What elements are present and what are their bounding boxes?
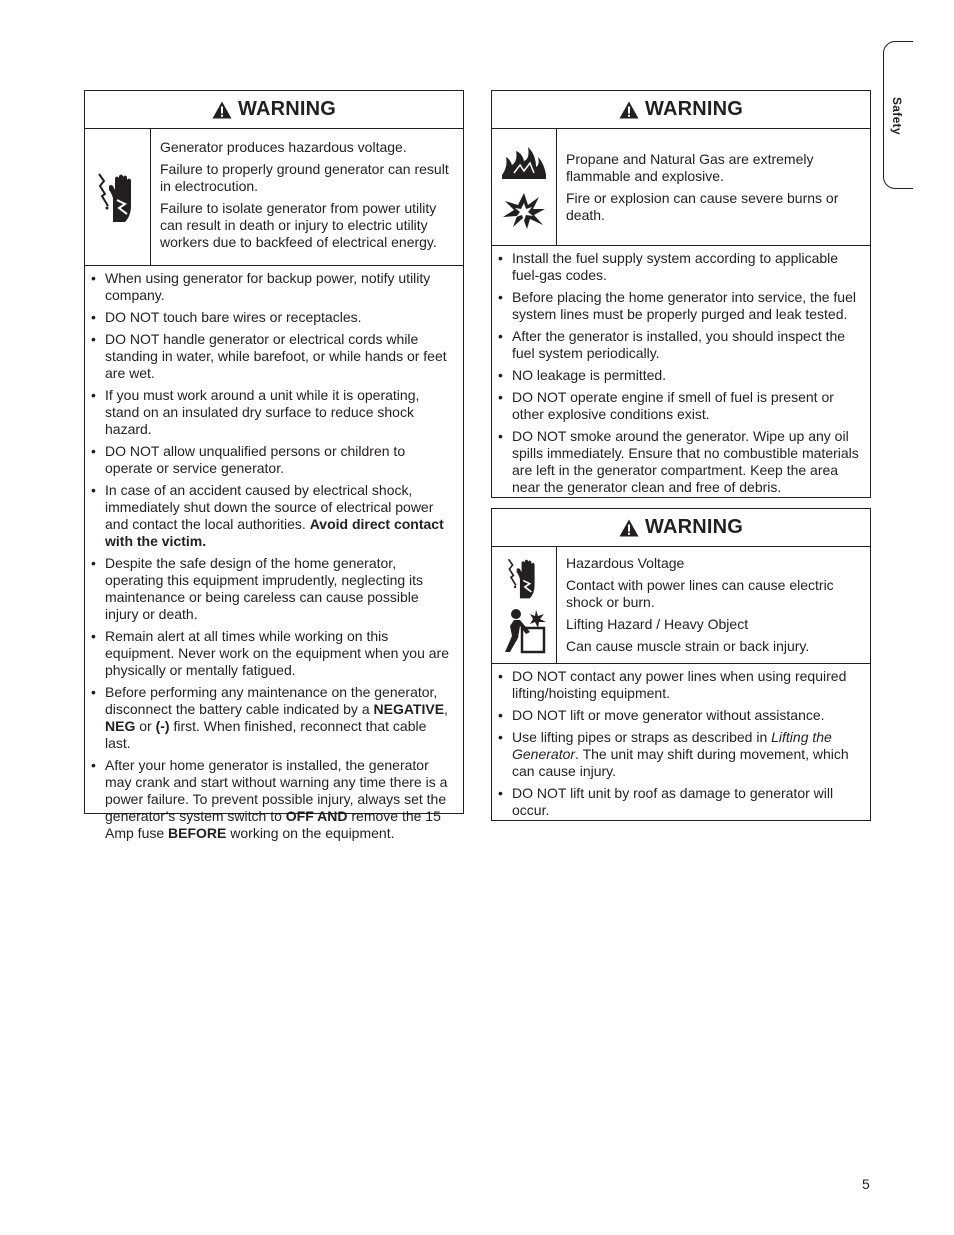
list-item: • After the generator is installed, you should inspect the fuel system periodically. xyxy=(512,328,862,362)
hazard-line: Can cause muscle strain or back injury. xyxy=(566,638,810,654)
page-number: 5 xyxy=(862,1176,870,1192)
precaution-list xyxy=(492,664,870,823)
hazard-text xyxy=(557,129,870,245)
list-item: • DO NOT allow unqualified persons or children to operate or service generator. xyxy=(105,443,455,477)
list-item-bold: NEGATIVE xyxy=(373,701,445,717)
hazard-row xyxy=(492,129,870,246)
list-item: • If you must work around a unit while it is operating, stand on an insulated dry surface to reduce shock hazard. xyxy=(105,387,455,438)
list-item-bold: OFF AND xyxy=(285,808,348,824)
hazard-icon-cell xyxy=(492,547,557,663)
warning-box-electrical xyxy=(84,90,464,841)
list-item: • NO leakage is permitted. xyxy=(512,367,862,384)
list-item-text: After your home generator is installed, the generator may crank and start without warning any time there is a power failure. To prevent possible injury, always set the generator’s system switch to xyxy=(105,757,448,824)
list-item: • DO NOT touch bare wires or receptacles. xyxy=(105,309,455,326)
list-item: • DO NOT smoke around the generator. Wipe up any oil spills immediately. Ensure that no combustible materials are left in the generator compartment. Keep the area near the generator clean and free of debris. xyxy=(512,428,862,496)
list-item-text: Use lifting pipes or straps as described in xyxy=(512,729,772,745)
list-item-bold: NEG xyxy=(105,718,136,734)
warning-triangle-icon xyxy=(619,101,639,119)
list-item-bold: (-) xyxy=(155,718,170,734)
warning-triangle-icon xyxy=(212,101,232,119)
hazard-icon-cell xyxy=(492,129,557,245)
list-item-bold: BEFORE xyxy=(168,825,227,841)
hazard-row xyxy=(85,129,463,266)
list-item-text: first. When finished, reconnect that cable last. xyxy=(105,718,427,751)
hazard-line: Failure to isolate generator from power utility can result in death or injury to electric utility workers due to backfeed of electrical energy. xyxy=(160,200,437,250)
list-item xyxy=(512,729,862,780)
list-item: • Despite the safe design of the home generator, operating this equipment imprudently, neglecting its maintenance or being careless can cause possible injury or death. xyxy=(105,555,455,623)
warning-box-voltage-lifting xyxy=(491,508,871,821)
list-item xyxy=(105,757,455,842)
cross-reference: Lifting the Generator xyxy=(512,729,832,762)
list-item xyxy=(105,482,455,550)
list-item: • Install the fuel supply system according to applicable fuel-gas codes. xyxy=(512,250,862,284)
warning-header xyxy=(492,509,870,547)
electrical-shock-hand-icon xyxy=(504,556,544,600)
list-item-text: working on the equipment. xyxy=(226,825,395,841)
section-tab-safety[interactable] xyxy=(883,41,913,189)
precaution-list xyxy=(492,246,870,500)
list-item: • Remain alert at all times while working on this equipment. Never work on the equipment when you are physically or mentally fatigued. xyxy=(105,628,455,679)
hazard-line: Hazardous Voltage xyxy=(566,555,685,571)
warning-title: WARNING xyxy=(644,516,744,538)
list-item-text: , xyxy=(444,701,448,717)
list-item-text: or xyxy=(135,718,156,734)
hazard-row xyxy=(492,547,870,664)
hazard-text xyxy=(151,129,463,265)
list-item-text: remove the 15 Amp fuse xyxy=(105,808,441,841)
list-item-text: . The unit may shift during movement, which can cause injury. xyxy=(512,746,849,779)
fire-icon xyxy=(500,143,548,181)
warning-header xyxy=(492,91,870,129)
warning-triangle-icon xyxy=(619,519,639,537)
hazard-line: Failure to properly ground generator can result in electrocution. xyxy=(160,161,449,194)
list-item: • DO NOT contact any power lines when using required lifting/hoisting equipment. xyxy=(512,668,862,702)
electrical-shock-hand-icon xyxy=(95,170,141,224)
warning-box-fuel xyxy=(491,90,871,498)
hazard-icon-cell xyxy=(85,129,151,265)
list-item xyxy=(105,684,455,752)
list-item: • DO NOT operate engine if smell of fuel is present or other explosive conditions exist. xyxy=(512,389,862,423)
warning-title: WARNING xyxy=(644,98,744,120)
list-item: • DO NOT handle generator or electrical cords while standing in water, while barefoot, or while hands or feet are wet. xyxy=(105,331,455,382)
list-item: • When using generator for backup power, notify utility company. xyxy=(105,270,455,304)
hazard-line: Fire or explosion can cause severe burns or death. xyxy=(566,190,839,223)
warning-title: WARNING xyxy=(237,98,337,120)
explosion-icon xyxy=(501,191,547,231)
hazard-line: Generator produces hazardous voltage. xyxy=(160,139,407,155)
warning-header xyxy=(85,91,463,129)
hazard-line: Lifting Hazard / Heavy Object xyxy=(566,616,749,632)
hazard-line: Propane and Natural Gas are extremely flammable and explosive. xyxy=(566,151,814,184)
list-item-text: In case of an accident caused by electrical shock, immediately shut down the source of electrical power and contact the local authorities. xyxy=(105,482,434,532)
list-item: • DO NOT lift unit by roof as damage to generator will occur. xyxy=(512,785,862,819)
list-item-bold: Avoid direct contact with the victim. xyxy=(105,516,444,549)
list-item: • Before placing the home generator into service, the fuel system lines must be properly purged and leak tested. xyxy=(512,289,862,323)
precaution-list xyxy=(85,266,463,846)
hazard-text xyxy=(557,547,870,663)
heavy-lifting-icon xyxy=(500,606,548,654)
section-tab-label: Safety xyxy=(890,97,904,135)
hazard-line: Contact with power lines can cause electric shock or burn. xyxy=(566,577,834,610)
list-item-text: Before performing any maintenance on the generator, disconnect the battery cable indicated by a xyxy=(105,684,438,717)
list-item: • DO NOT lift or move generator without assistance. xyxy=(512,707,862,724)
